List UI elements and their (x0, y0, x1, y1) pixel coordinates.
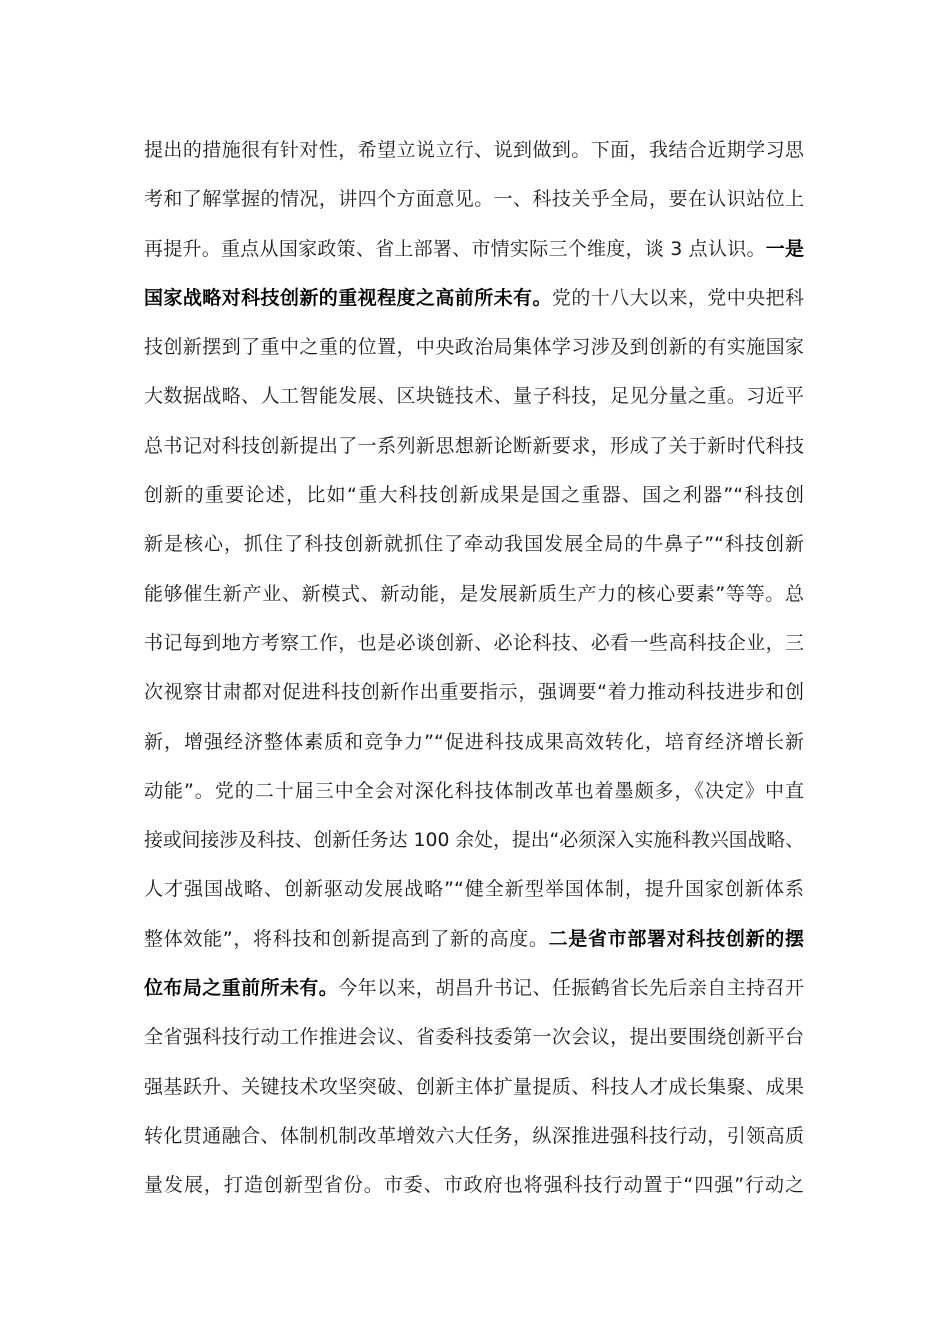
text-line (144, 1112, 804, 1161)
text-segment: 转化贯通融合、体制机制改革增效六大任务，纵深推进强科技行动，引领高质 (144, 1124, 804, 1147)
text-segment: 全省强科技行动工作推进会议、省委科技委第一次会议，提出要围绕创新平台 (144, 1026, 804, 1049)
text-line (144, 323, 804, 372)
text-line (144, 668, 804, 717)
text-segment: 新，增强经济整体素质和竞争力”“促进科技成果高效转化，培育经济增长新 (144, 730, 804, 753)
text-line (144, 718, 804, 767)
text-line (144, 225, 804, 274)
text-segment: 总书记对科技创新提出了一系列新思想新论断新要求，形成了关于新时代科技 (144, 434, 804, 457)
text-line (144, 471, 804, 520)
text-segment: 量发展，打造创新型省份。市委、市政府也将强科技行动置于“四强”行动之 (144, 1174, 804, 1197)
text-line (144, 570, 804, 619)
bold-text-segment: 一是 (765, 237, 804, 260)
text-segment: 人才强国战略、创新驱动发展战略”“健全新型举国体制，提升国家创新体系 (144, 878, 804, 901)
text-segment: 提出的措施很有针对性，希望立说立行、说到做到。下面，我结合近期学习思 (144, 139, 804, 161)
text-segment: 书记每到地方考察工作，也是必谈创新、必论科技、必看一些高科技企业，三 (144, 631, 804, 654)
text-segment: 接或间接涉及科技、创新任务达 100 余处，提出“必须深入实施科教兴国战略、 (144, 830, 804, 852)
bold-text-segment: 国家战略对科技创新的重视程度之高前所未有。 (144, 286, 552, 309)
text-line (144, 619, 804, 668)
text-line (144, 865, 804, 914)
text-segment: 动能”。党的二十届三中全会对深化科技体制改革也着墨颇多，《决定》中直 (144, 779, 804, 802)
text-segment: 强基跃升、关键技术攻坚突破、创新主体扩量提质、科技人才成长集聚、成果 (144, 1075, 804, 1098)
text-line (144, 1063, 804, 1112)
text-line (144, 1013, 804, 1062)
text-line (144, 767, 804, 816)
text-segment: 能够催生新产业、新模式、新动能，是发展新质生产力的核心要素”等等。总 (144, 582, 804, 605)
text-segment: 创新的重要论述，比如“重大科技创新成果是国之重器、国之利器”“科技创 (144, 484, 804, 507)
text-line (144, 422, 804, 471)
bold-text-segment: 二是省市部署对科技创新的摆 (548, 927, 804, 950)
text-segment: 大数据战略、人工智能发展、区块链技术、量子科技，足见分量之重。习近平 (144, 385, 804, 408)
text-segment: 考和了解掌握的情况，讲四个方面意见。一、科技关乎全局，要在认识站位上 (144, 188, 804, 211)
text-segment: 次视察甘肃都对促进科技创新作出重要指示，强调要“着力推动科技进步和创 (144, 681, 804, 704)
text-segment: 技创新摆到了重中之重的位置，中央政治局集体学习涉及到创新的有实施国家 (144, 336, 804, 359)
text-segment: 再提升。重点从国家政策、省上部署、市情实际三个维度，谈 3 点认识。 (144, 237, 766, 260)
text-segment: 党的十八大以来，党中央把科 (551, 286, 804, 309)
bold-text-segment: 位布局之重前所未有。 (144, 977, 339, 1000)
text-segment: 整体效能”，将科技和创新提高到了新的高度。 (144, 927, 549, 950)
text-line (144, 520, 804, 569)
text-line (144, 915, 804, 964)
text-segment: 今年以来，胡昌升书记、任振鹤省长先后亲自主持召开 (338, 977, 804, 1000)
text-line (144, 964, 804, 1013)
text-segment: 新是核心，抓住了科技创新就抓住了牵动我国发展全局的牛鼻子”“科技创新 (144, 533, 804, 556)
text-line (144, 175, 804, 224)
text-line (144, 1161, 804, 1210)
text-line (144, 126, 804, 175)
text-line (144, 274, 804, 323)
body-text (144, 126, 804, 1211)
text-line (144, 372, 804, 421)
text-line (144, 816, 804, 865)
